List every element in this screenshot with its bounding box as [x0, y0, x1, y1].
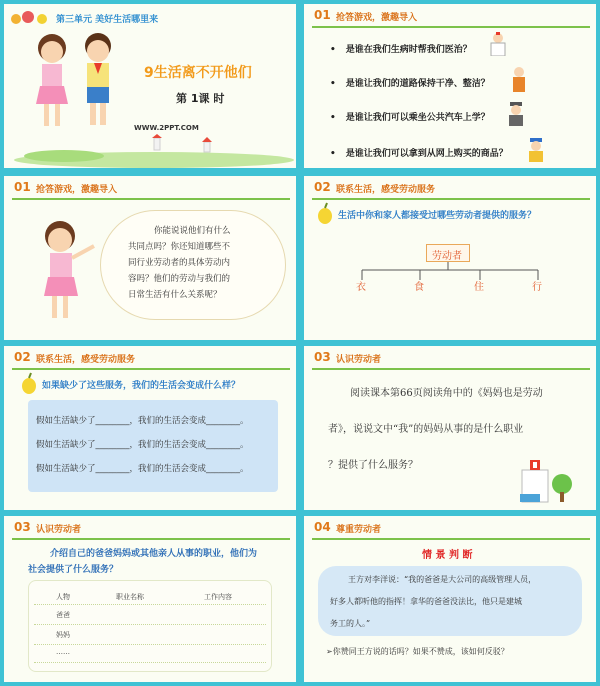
slide-header: [304, 350, 596, 368]
fill-line: 假如生活缺少了________，我们的生活会变成________。: [36, 416, 249, 426]
section-number: 01: [314, 8, 331, 22]
header-divider: [12, 538, 290, 540]
intro-line: 社会提供了什么服务？: [28, 565, 119, 575]
unit-banner: [10, 10, 190, 26]
quiz-question: • 是谁让我们可以拿到从网上购买的商品？: [330, 146, 508, 159]
slide-header: [304, 520, 596, 538]
section-number: 02: [14, 350, 31, 364]
tree-question: 生活中你和家人都接受过哪些劳动者提供的服务？: [338, 211, 537, 221]
section-number: 01: [14, 180, 31, 194]
doctor-icon: [488, 32, 508, 56]
bubble-line: 同行业劳动者的具体劳动内: [128, 258, 231, 268]
discussion-prompt: ➢你赞同王方说的话吗？如果不赞成，该如何反驳？: [326, 647, 509, 656]
table-row: 爸爸: [56, 611, 70, 619]
header-divider: [312, 368, 590, 370]
grass-illustration: [4, 134, 296, 168]
tree-connectors: [304, 262, 596, 282]
kids-illustration: [22, 26, 132, 136]
table-row: 妈妈: [56, 631, 70, 639]
scene-title: 情 景 判 断: [422, 550, 473, 561]
cleaner-icon: [510, 66, 528, 92]
slide-header: [4, 180, 296, 198]
section-title: 抢答游戏，激趣导入: [336, 13, 418, 23]
slide-reading: [304, 346, 596, 510]
section-title: 联系生活，感受劳动服务: [336, 185, 436, 195]
tree-leaf: 衣: [356, 282, 366, 293]
story-line: 好多人都听他的指挥！拿华的爸爸没法比，他只是建城: [330, 597, 522, 606]
tree-leaf: 住: [474, 282, 484, 293]
slide-fill-in: [4, 346, 296, 510]
row-divider: [34, 604, 266, 605]
slide-quiz: [304, 4, 596, 168]
slide-services-tree: [304, 176, 596, 340]
section-title: 联系生活，感受劳动服务: [36, 355, 136, 365]
bubble-line: 你能说说他们有什么: [154, 226, 231, 236]
reading-line: 者》，说说文中“我”的妈妈从事的是什么职业: [328, 424, 524, 435]
fill-line: 假如生活缺少了________，我们的生活会变成________。: [36, 464, 249, 474]
slide-family-jobs: [4, 516, 296, 682]
tree-root-label: 劳动者: [432, 251, 462, 262]
slide-scenario: [304, 516, 596, 682]
section-number: 03: [14, 520, 31, 534]
fill-line: 假如生活缺少了________，我们的生活会变成________。: [36, 440, 249, 450]
section-title: 认识劳动者: [336, 355, 382, 365]
header-divider: [12, 198, 290, 200]
row-divider: [34, 662, 266, 663]
slide-header: [4, 520, 296, 538]
reading-line: ？提供了什么服务？: [328, 460, 418, 471]
tree-leaf: 食: [414, 282, 424, 293]
header-divider: [312, 198, 590, 200]
header-divider: [312, 26, 590, 28]
table-header: 职业名称: [116, 593, 144, 601]
row-divider: [34, 644, 266, 645]
header-divider: [312, 538, 590, 540]
section-title: 认识劳动者: [36, 525, 82, 535]
pear-icon: [316, 202, 334, 224]
section-title: 抢答游戏，激趣导入: [36, 185, 118, 195]
slide-header: [304, 180, 596, 198]
slide1-lesson: 第 1课 时: [176, 92, 225, 105]
quiz-question: • 是谁在我们生病时帮我们医治？: [330, 42, 472, 55]
row-divider: [34, 624, 266, 625]
story-line: 王方对李洋说：“我的爸爸是大公司的高级管理人员，: [348, 575, 537, 584]
table-header: 人物: [56, 593, 70, 601]
story-line: 务工的人。”: [330, 619, 371, 628]
intro-line: 介绍自己的爸爸妈妈或其他亲人从事的职业，他们为: [50, 549, 258, 559]
fill-question: 如果缺少了这些服务，我们的生活会变成什么样？: [42, 381, 241, 391]
header-divider: [12, 368, 290, 370]
tree-leaf: 行: [532, 282, 542, 293]
courier-icon: [526, 138, 546, 162]
slide-header: [304, 8, 596, 26]
girl-illustration: [32, 216, 102, 326]
slide1-title: 9生活离不开他们: [144, 65, 252, 81]
bubble-line: 共同点吗？你还知道哪些不: [128, 242, 231, 252]
slide-title: [4, 4, 296, 168]
watermark: WWW.2PPT.COM: [134, 124, 199, 132]
quiz-question: • 是谁让我们的道路保持干净、整洁？: [330, 76, 490, 89]
section-number: 04: [314, 520, 331, 534]
pear-icon: [20, 372, 38, 394]
section-number: 03: [314, 350, 331, 364]
unit-text: 第三单元 美好生活哪里来: [56, 15, 159, 25]
flower-icon: [10, 10, 54, 26]
quiz-question: • 是谁让我们可以乘坐公共汽车上学？: [330, 110, 490, 123]
slide-header: [4, 350, 296, 368]
table-row: ……: [56, 648, 70, 656]
section-title: 尊重劳动者: [336, 525, 382, 535]
section-number: 02: [314, 180, 331, 194]
bubble-line: 日常生活有什么关系呢？: [128, 290, 222, 300]
bus-driver-icon: [506, 102, 526, 126]
reading-line: 阅读课本第66页阅读角中的《妈妈也是劳动: [350, 388, 543, 399]
slide-discussion: [4, 176, 296, 340]
table-header: 工作内容: [204, 593, 232, 601]
bubble-line: 容吗？他们的劳动与我们的: [128, 274, 231, 284]
hospital-icon: [518, 456, 574, 506]
